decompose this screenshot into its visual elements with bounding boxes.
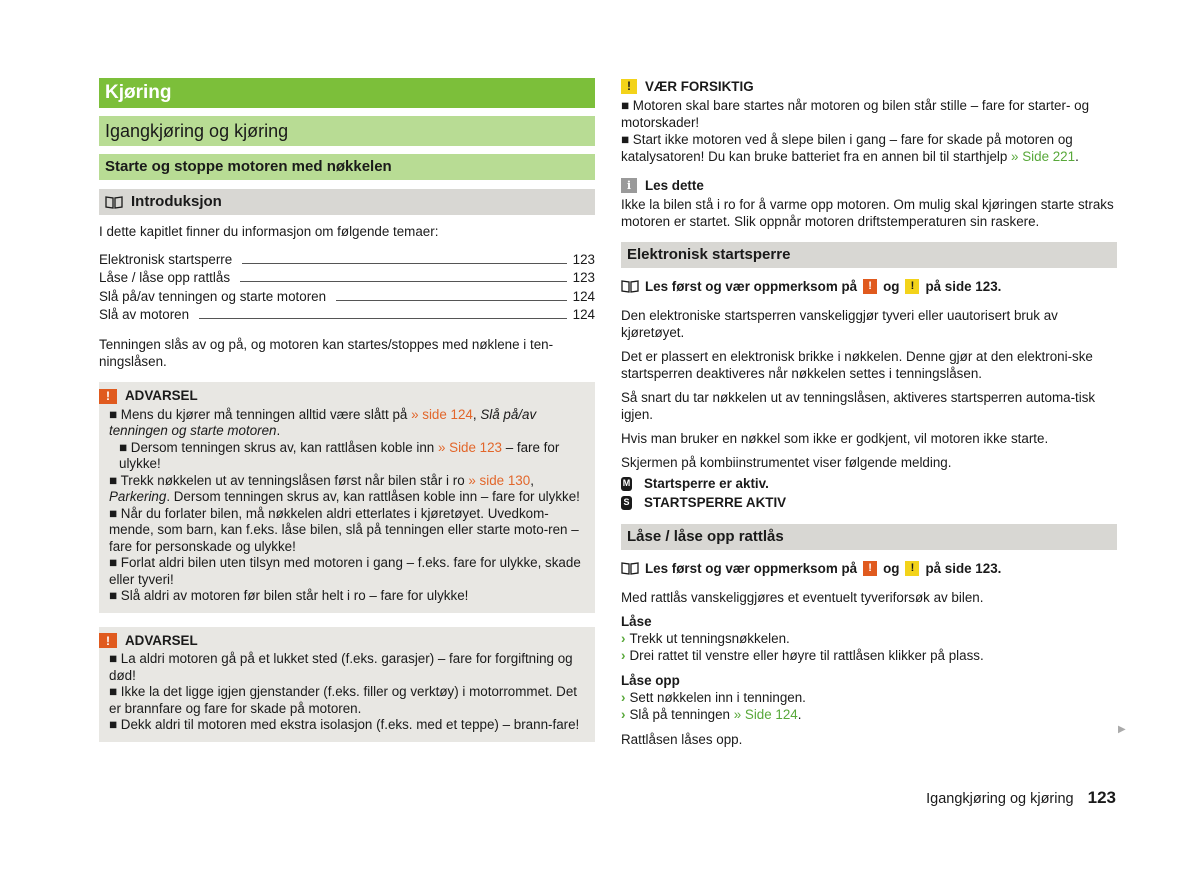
read-first-text: Les først og vær oppmerksom på (645, 279, 858, 294)
read-first-text: på side 123. (925, 279, 1002, 294)
page-link[interactable]: » Side 124 (733, 707, 798, 722)
read-first-text: og (883, 561, 900, 576)
topic-page: 123 (572, 251, 595, 267)
info-icon: i (621, 178, 637, 193)
step-text-part: Slå på tenningen (629, 707, 734, 722)
leader-line (242, 263, 566, 264)
continue-arrow-icon: ▶ (1118, 724, 1126, 735)
caution-text: . (1075, 149, 1079, 164)
warning-item: ■ Forlat aldri bilen uten tilsyn med motoren i gang – f.eks. fare for ulykke, skade eller tyveri! (109, 555, 581, 587)
display-message (621, 474, 1117, 493)
body-paragraph: Hvis man bruker en nøkkel som ikke er godkjent, vil motoren ikke starte. (621, 431, 1049, 446)
topic-list (99, 250, 595, 324)
warning-triangle-icon: ! (99, 633, 117, 648)
body-paragraph: Den elektroniske startsperren vanskeliggjør tyveri eller uautorisert bruk av kjøretøyet. (621, 308, 1058, 340)
page-footer (926, 788, 1116, 808)
warning-triangle-icon: ! (863, 561, 877, 576)
caution-item (621, 131, 1117, 165)
read-first-note (621, 278, 1117, 295)
chapter-heading: Kjøring (99, 78, 595, 108)
warning-subitem (109, 440, 585, 473)
step-item (621, 647, 1117, 664)
topic-title: Låse / låse opp rattlås (99, 270, 231, 285)
read-first-note (621, 560, 1117, 577)
note-text: Ikke la bilen stå i ro for å varme opp motoren. Om mulig skal kjøringen starte straks motoren er startet. Slik oppnår motoren driftstemperaturen sin raskere. (621, 197, 1114, 229)
read-first-text: Les først og vær oppmerksom på (645, 561, 858, 576)
topic-page: 123 (572, 270, 595, 285)
chevron-right-icon: › (621, 690, 626, 705)
page-link[interactable]: » side 130 (468, 472, 531, 488)
topic-row[interactable] (99, 306, 595, 325)
ignition-paragraph: Tenningen slås av og på, og motoren kan startes/stoppes med nøklene i ten-ningslåsen. (99, 337, 554, 369)
warning-text: , (530, 472, 534, 488)
topic-title: Elektronisk startsperre (99, 251, 233, 267)
page-link[interactable]: » Side 123 (437, 439, 502, 455)
step-text: Trekk ut tenningsnøkkelen. (629, 631, 790, 646)
warning-text: . (276, 423, 281, 438)
chevron-right-icon: › (621, 707, 626, 722)
body-paragraph: Så snart du tar nøkkelen ut av tenningslåsen, aktiveres startsperren automa-tisk igjen. (621, 390, 1096, 422)
step-text: Sett nøkkelen inn i tenningen. (629, 690, 806, 705)
warning-box-2 (99, 627, 595, 742)
topic-row[interactable] (99, 287, 595, 306)
warning-text: , (472, 406, 481, 422)
warning-text: ■ Dersom tenningen skrus av, kan rattlåsen koble inn (119, 439, 438, 455)
lock-label: Låse (621, 614, 652, 629)
warning-item: ■ La aldri motoren gå på et lukket sted (f.eks. garasjer) – fare for forgiftning og død! (109, 651, 573, 683)
step-text: Drei rattet til venstre eller høyre til rattlåsen klikker på plass. (629, 648, 984, 663)
body-paragraph: Det er plassert en elektronisk brikke i nøkkelen. Denne gjør at den elektroni-ske startsperren deaktiveres når nøkkelen settes i tenningslåsen. (621, 349, 1093, 381)
intro-heading (99, 189, 595, 215)
step-text (629, 706, 801, 723)
warning-label: ADVARSEL (125, 388, 198, 403)
read-first-text: og (883, 279, 900, 294)
read-first-text: på side 123. (925, 561, 1002, 576)
intro-text: I dette kapitlet finner du informasjon om følgende temaer: (99, 224, 439, 239)
footer-title: Igangkjøring og kjøring (926, 791, 1074, 807)
page-link[interactable]: » side 124 (411, 406, 473, 422)
book-icon (105, 196, 123, 209)
warning-text: ■ Mens du kjører må tenningen alltid være slått på (109, 406, 412, 422)
topic-page: 124 (572, 307, 595, 322)
display-message-text: Startsperre er aktiv. (644, 476, 769, 491)
warning-text: . Dersom tenningen skrus av, kan rattlåsen koble inn – fare for ulykke! (166, 489, 580, 504)
body-paragraph: Med rattlås vanskeliggjøres et eventuelt tyveriforsøk av bilen. (621, 590, 984, 605)
page-link[interactable]: » Side 221 (1011, 149, 1076, 164)
warning-item (109, 407, 585, 440)
section-heading-startsperre: Elektronisk startsperre (621, 242, 1117, 268)
page-number: 123 (1087, 788, 1116, 807)
book-icon (621, 562, 639, 575)
book-icon (621, 280, 639, 293)
section-heading: Igangkjøring og kjøring (99, 116, 595, 146)
caution-header (621, 78, 1117, 95)
note-block (621, 177, 1117, 230)
warning-ref-title: Slå på/av tenningen og starte motoren (109, 406, 537, 438)
topic-page: 124 (572, 288, 595, 304)
leader-line (240, 281, 567, 282)
warning-item: ■ Når du forlater bilen, må nøkkelen aldri etterlates i kjøretøyet. Uvedkom-mende, som barn, kan f.eks. låse bilen, slå på tenningen eller starte moto-ren – fare for personskade og ulykke! (109, 505, 579, 554)
display-message (621, 493, 1117, 512)
warning-text: – fare for ulykke! (119, 439, 560, 471)
caution-text: ■ Start ikke motoren ved å slepe bilen i gang – fare for skade på motoren og katalysatoren! Du kan bruke batteriet fra en annen bil til starthjelp (621, 132, 1073, 164)
step-item (621, 689, 1117, 706)
topic-title: Slå av motoren (99, 307, 190, 322)
chevron-right-icon: › (621, 631, 626, 646)
topic-row[interactable] (99, 250, 595, 269)
caution-icon: ! (905, 561, 919, 576)
warning-box-1 (99, 382, 595, 613)
topic-title: Slå på/av tenningen og starte motoren (99, 288, 327, 304)
warning-ref-title: Parkering (109, 489, 167, 504)
warning-item: ■ Dekk aldri til motoren med ekstra isolasjon (f.eks. med et teppe) – brann-fare! (109, 717, 580, 732)
unlock-label: Låse opp (621, 673, 680, 688)
caution-item: ■ Motoren skal bare startes når motoren og bilen står stille – fare for starter- og motorskader! (621, 98, 1090, 130)
display-type-badge: M (621, 477, 632, 491)
warning-label: ADVARSEL (125, 632, 198, 648)
step-item (621, 706, 1117, 723)
display-type-badge: S (621, 496, 632, 510)
left-column (99, 78, 595, 756)
step-text-part: . (797, 707, 802, 722)
leader-line (199, 318, 567, 319)
chevron-right-icon: › (621, 648, 626, 663)
warning-header (99, 633, 585, 650)
warning-triangle-icon: ! (99, 389, 117, 404)
section-heading-rattlas: Låse / låse opp rattlås (621, 524, 1117, 550)
topic-row[interactable] (99, 269, 595, 288)
caution-icon: ! (621, 79, 637, 94)
caution-label: VÆR FORSIKTIG (645, 79, 754, 94)
warning-item (109, 473, 585, 506)
note-header (621, 177, 1117, 194)
warning-header (99, 388, 585, 405)
display-message-text: STARTSPERRE AKTIV (644, 495, 787, 510)
warning-triangle-icon: ! (863, 279, 877, 294)
subsection-heading: Starte og stoppe motoren med nøkkelen (99, 154, 595, 180)
step-item (621, 630, 1117, 647)
intro-heading-label: Introduksjon (131, 193, 222, 210)
warning-item: ■ Ikke la det ligge igjen gjenstander (f.eks. filler og verktøy) i motorrommet. Det er brannfare og fare for skade på motoren. (109, 684, 578, 716)
caution-block (621, 78, 1117, 165)
note-label: Les dette (645, 178, 704, 193)
body-paragraph: Rattlåsen låses opp. (621, 732, 743, 747)
body-paragraph: Skjermen på kombiinstrumentet viser følgende melding. (621, 455, 952, 470)
right-column (621, 78, 1117, 755)
warning-text: ■ Trekk nøkkelen ut av tenningslåsen først når bilen står i ro (109, 472, 469, 488)
caution-icon: ! (905, 279, 919, 294)
leader-line (336, 300, 567, 301)
warning-item: ■ Slå aldri av motoren før bilen står helt i ro – fare for ulykke! (109, 588, 469, 603)
